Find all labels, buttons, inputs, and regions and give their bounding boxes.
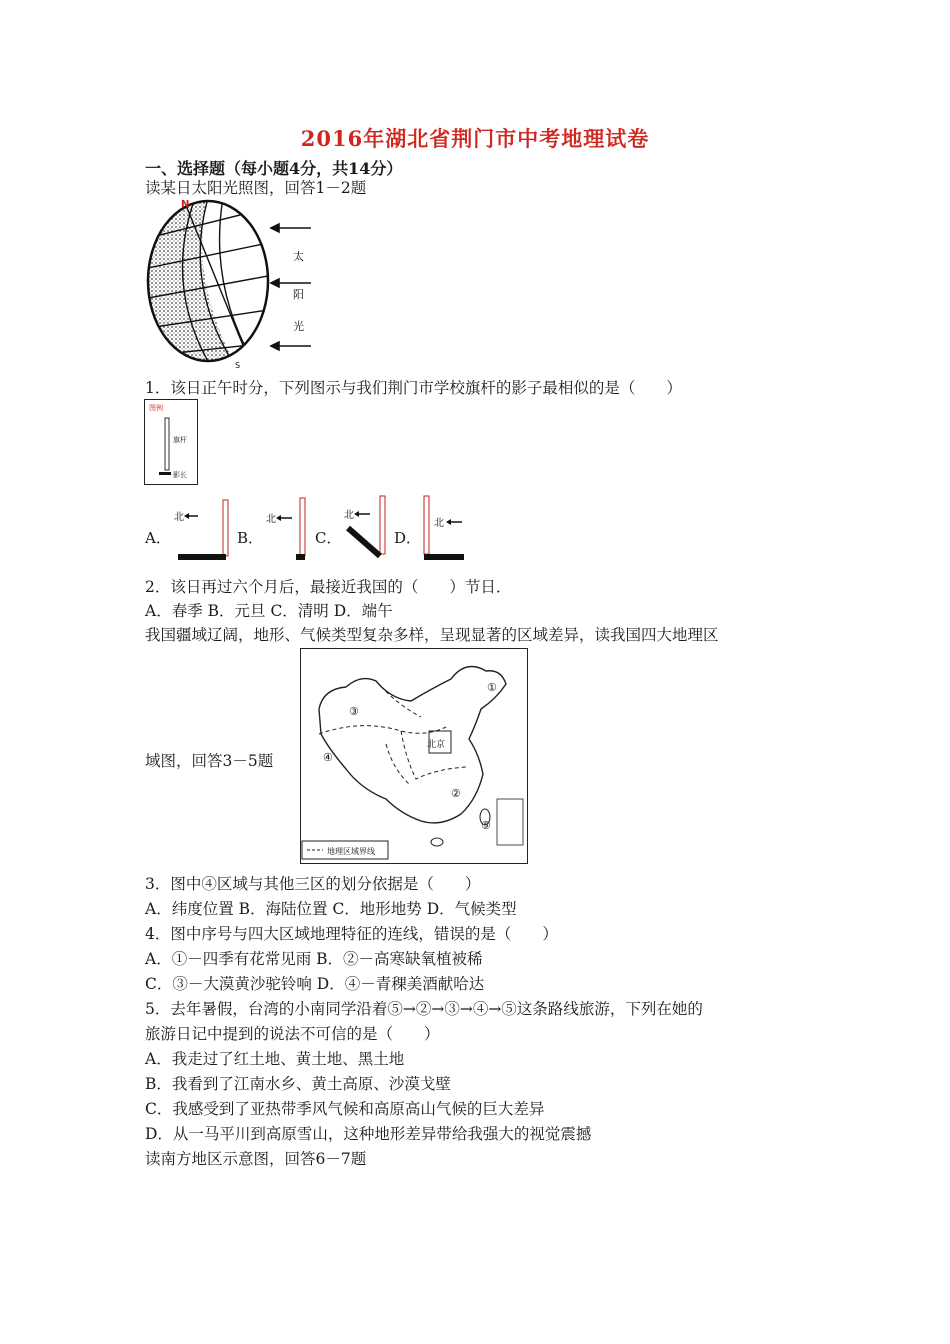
option-c-label: C．	[315, 529, 342, 547]
sun-char-1: 太	[293, 250, 304, 263]
question-3-options: A．纬度位置 B．海陆位置 C．地形地势 D．气候类型	[145, 900, 517, 918]
section-heading: 一、选择题（每小题4分，共14分）	[145, 159, 403, 178]
question-5-line1: 5．去年暑假，台湾的小南同学沿着⑤→②→③→④→⑤这条路线旅游，下列在她的	[145, 1000, 703, 1018]
intro-q1-2: 读某日太阳光照图，回答1－2题	[145, 179, 367, 197]
option-b-figure	[262, 492, 312, 562]
north-char: 北	[266, 514, 276, 525]
north-label: N	[181, 199, 190, 210]
sun-char-2: 阳	[293, 288, 304, 301]
option-a-label: A．	[145, 529, 171, 547]
south-label: S	[235, 361, 241, 370]
option-c-figure	[340, 492, 392, 562]
north-char: 北	[174, 512, 184, 523]
page-title: 2016年湖北省荆门市中考地理试卷	[300, 126, 650, 151]
question-3: 3．图中④区域与其他三区的划分依据是（ ）	[145, 875, 481, 893]
option-b-label: B．	[237, 529, 264, 547]
north-char: 北	[344, 510, 354, 521]
map-marker-3: ③	[349, 705, 359, 718]
sun-char-3: 光	[293, 320, 304, 333]
legend-pole: 旗杆	[173, 436, 187, 444]
map-marker-5: ⑤	[481, 819, 491, 832]
map-marker-2: ②	[451, 787, 461, 800]
intro-q3-5-line1: 我国疆域辽阔，地形、气候类型复杂多样，呈现显著的区域差异，读我国四大地理区	[145, 626, 719, 644]
option-d-label: D．	[394, 529, 422, 547]
question-2-options: A．春季 B．元旦 C．清明 D．端午	[145, 602, 393, 620]
china-regions-map	[300, 648, 528, 864]
question-4-options-2: C．③－大漠黄沙驼铃响 D．④－青稞美酒献哈达	[145, 975, 485, 993]
option-a-figure	[172, 492, 234, 562]
question-1: 1．该日正午时分，下列图示与我们荆门市学校旗杆的影子最相似的是（ ）	[145, 379, 682, 397]
intro-q6-7: 读南方地区示意图，回答6－7题	[145, 1150, 367, 1168]
question-5-option-b: B．我看到了江南水乡、黄土高原、沙漠戈壁	[145, 1075, 451, 1093]
legend-shadow: 影长	[173, 471, 187, 479]
option-c-diagram	[340, 492, 392, 562]
question-5-option-c: C．我感受到了亚热带季风气候和高原高山气候的巨大差异	[145, 1100, 545, 1118]
question-4-options-1: A．①－四季有花常见雨 B．②－高寒缺氧植被稀	[145, 950, 483, 968]
option-d-diagram	[418, 492, 466, 562]
question-5-option-a: A．我走过了红土地、黄土地、黑土地	[145, 1050, 405, 1068]
china-map-diagram	[301, 649, 527, 863]
q1-legend-box	[144, 399, 198, 485]
q1-legend-diagram	[145, 400, 197, 484]
question-5-option-d: D．从一马平川到高原雪山，这种地形差异带给我强大的视觉震撼	[145, 1125, 592, 1143]
sunlight-globe-diagram	[143, 198, 313, 370]
map-legend-text: 地理区域界线	[327, 847, 375, 856]
question-4: 4．图中序号与四大区域地理特征的连线，错误的是（ ）	[145, 925, 558, 943]
option-a-diagram	[172, 492, 234, 562]
map-marker-4: ④	[323, 751, 333, 764]
north-char: 北	[434, 518, 444, 529]
sunlight-figure	[143, 198, 313, 370]
option-d-figure	[418, 492, 466, 562]
beijing-label: 北京	[427, 740, 446, 750]
legend-tag: 图例	[149, 404, 163, 412]
option-b-diagram	[262, 492, 312, 562]
map-marker-1: ①	[487, 681, 497, 694]
question-2: 2．该日再过六个月后，最接近我国的（ ）节日．	[145, 578, 512, 596]
intro-q3-5-line2: 域图，回答3－5题	[145, 752, 274, 770]
question-5-line2: 旅游日记中提到的说法不可信的是（ ）	[145, 1025, 440, 1043]
